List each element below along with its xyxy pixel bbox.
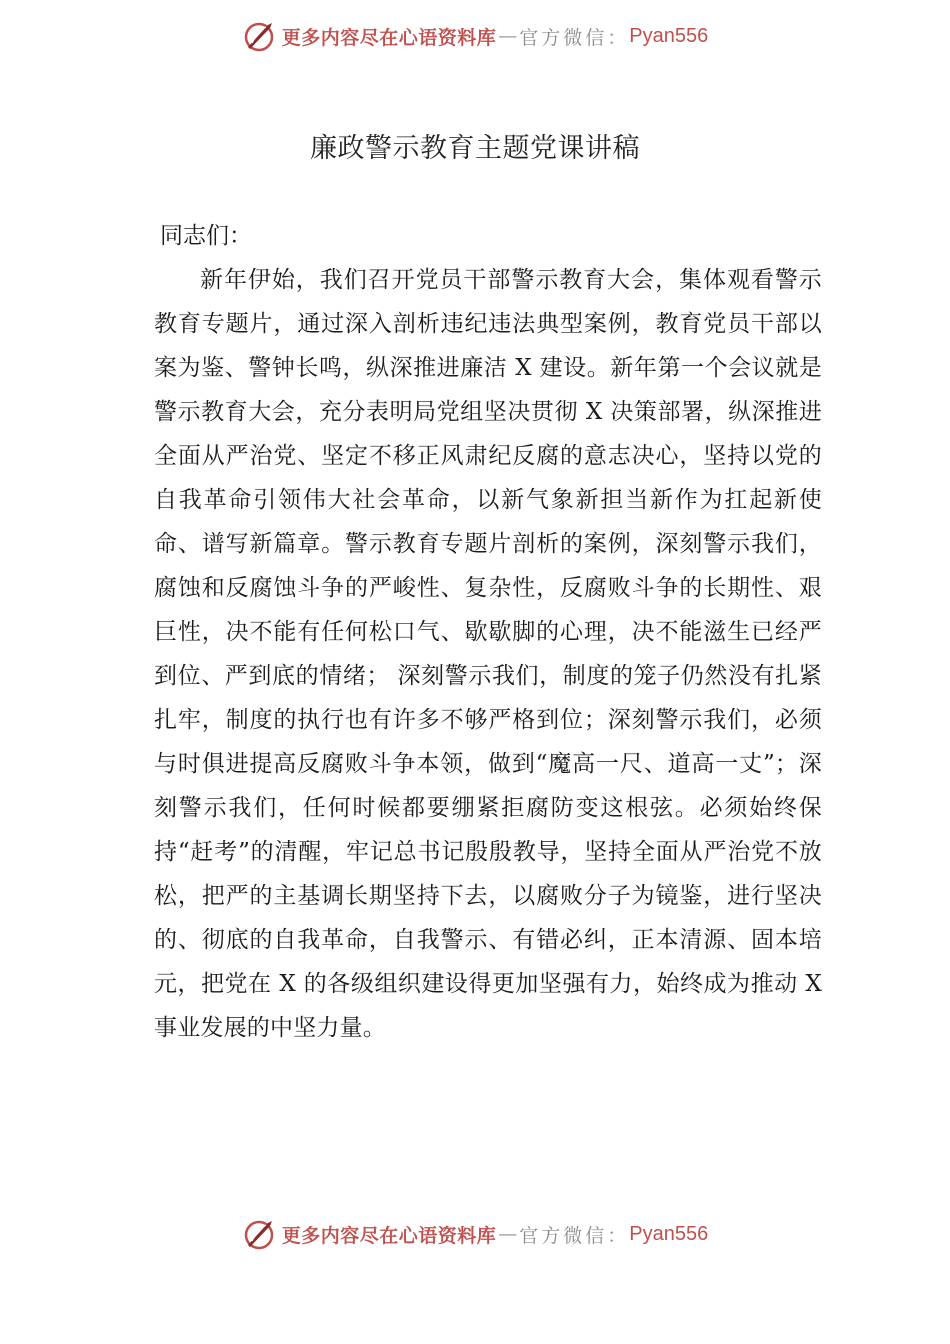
banner-brand-text: 更多内容尽在心语资料库: [281, 26, 497, 49]
banner-dash: —: [498, 25, 518, 47]
banner-wechat-id: Pyan556: [629, 24, 709, 47]
banner-wechat-label: 官方微信：: [519, 1224, 630, 1247]
banner-brand-text: 更多内容尽在心语资料库: [281, 1224, 497, 1247]
banner-wechat-id: Pyan556: [629, 1222, 709, 1245]
quill-pen-logo-icon: [242, 1217, 276, 1251]
document-title: 廉政警示教育主题党课讲稿: [310, 133, 640, 164]
document-body: [154, 214, 822, 1050]
footer-banner: [0, 1212, 950, 1256]
banner-dash: —: [498, 1223, 518, 1245]
salutation: 同志们：: [160, 223, 252, 249]
header-banner: [0, 14, 950, 58]
banner-wechat-label: 官方微信：: [519, 26, 630, 49]
quill-pen-logo-icon: [242, 19, 276, 53]
body-paragraph: 新年伊始，我们召开党员干部警示教育大会，集体观看警示教育专题片，通过深入剖析违纪违法典型案例，教育党员干部以案为鉴、警钟长鸣，纵深推进廉洁 X 建设。新年第一个会议就是警示教育大会，充分表明局党组坚决贯彻 X 决策部署，纵深推进全面从严治党、坚定不移正风肃纪反腐的意志决心，坚持以党的自我革命引领伟大社会革命，以新气象新担当新作为扛起新使命、谱写新篇章。警示教育专题片剖析的案例，深刻警示我们，腐蚀和反腐蚀斗争的严峻性、复杂性，反腐败斗争的长期性、艰巨性，决不能有任何松口气、歇歇脚的心理，决不能滋生已经严到位、严到底的情绪； 深刻警示我们，制度的笼子仍然没有扎紧扎牢，制度的执行也有许多不够严格到位；深刻警示我们，必须与时俱进提高反腐败斗争本领，做到“魔高一尺、道高一丈”；深刻警示我们，任何时候都要绷紧拒腐防变这根弦。必须始终保持“赶考”的清醒，牢记总书记殷殷教导，坚持全面从严治党不放松，把严的主基调长期坚持下去，以腐败分子为镜鉴，进行坚决的、彻底的自我革命，自我警示、有错必纠，正本清源、固本培元，把党在 X 的各级组织建设得更加坚强有力，始终成为推动 X 事业发展的中坚力量。: [154, 267, 822, 1041]
